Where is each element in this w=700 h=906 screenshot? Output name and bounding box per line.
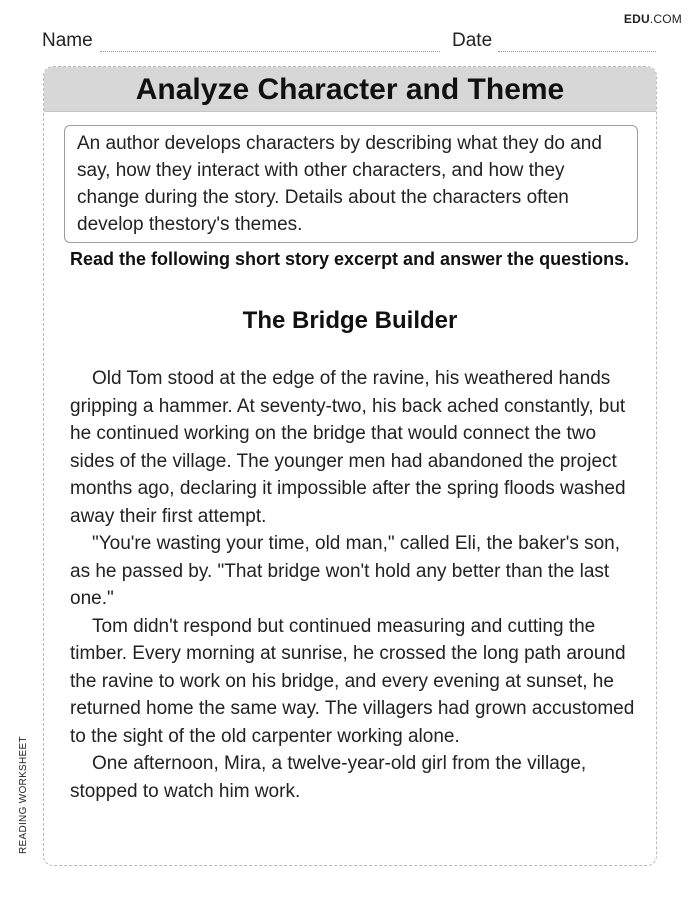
date-label: Date	[452, 30, 493, 51]
brand-logo	[624, 12, 682, 26]
story-paragraph: Tom didn't respond but continued measuring and cutting the timber. Every morning at sunrise, he crossed the long path around the ravine to work on his bridge, and every evening at sunset, he returned home the same way. The villagers had grown accustomed to the sight of the old carpenter working alone.	[70, 615, 635, 747]
story-title: The Bridge Builder	[242, 307, 458, 334]
worksheet-card	[43, 66, 657, 866]
story-paragraph: Old Tom stood at the edge of the ravine, his weathered hands gripping a hammer. At seventy-two, his back ached constantly, but he continued working on the bridge that would connect the two sides of the village. The younger men had abandoned the project months ago, declaring it impossible after the spring floods washed away their first attempt.	[70, 368, 626, 527]
instructions: Read the following short story excerpt and answer the questions.	[70, 249, 630, 269]
title-bar	[44, 67, 656, 112]
story-paragraph: "You're wasting your time, old man," called Eli, the baker's son, as he passed by. "That bridge won't hold any better than the last one."	[70, 533, 621, 609]
brand-logo-rest: .COM	[649, 12, 682, 26]
name-date-line	[42, 30, 656, 52]
side-label: READING WORKSHEET	[18, 736, 29, 854]
name-label: Name	[42, 30, 93, 51]
name-field[interactable]	[100, 51, 440, 52]
story-paragraph: One afternoon, Mira, a twelve-year-old girl from the village, stopped to watch him work.	[70, 753, 587, 802]
brand-logo-strong: EDU	[623, 12, 650, 26]
page-title: Analyze Character and Theme	[135, 73, 565, 106]
date-field[interactable]	[498, 51, 656, 52]
intro-box: An author develops characters by describing what they do and say, how they interact with other characters, and how they change during the story. Details about the characters often develop thestory's themes.	[64, 125, 638, 243]
story-text	[70, 365, 642, 805]
